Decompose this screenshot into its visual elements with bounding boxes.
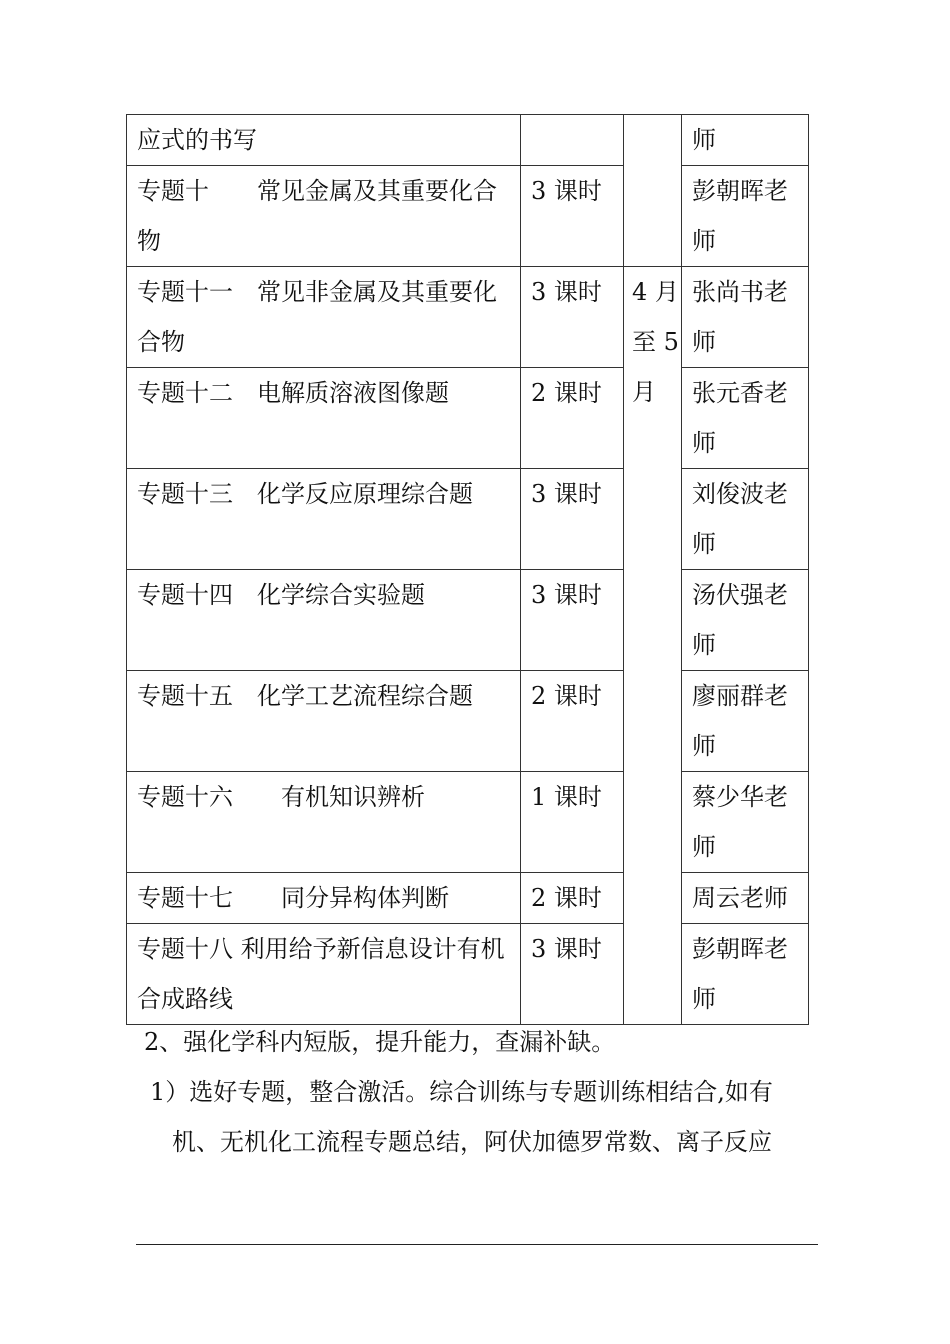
paragraph-section-heading: 2、强化学科内短版，提升能力，查漏补缺。	[144, 1028, 616, 1056]
hours-cell: 3 课时	[521, 924, 624, 1025]
teacher-cell: 周云老师	[682, 873, 809, 924]
teacher-cell: 师	[682, 115, 809, 166]
topic-cell: 专题十三 化学反应原理综合题	[127, 469, 521, 570]
teacher-cell: 张尚书老师	[682, 267, 809, 368]
topic-cell: 专题十 常见金属及其重要化合物	[127, 166, 521, 267]
teacher-cell: 刘俊波老师	[682, 469, 809, 570]
teacher-cell: 廖丽群老师	[682, 671, 809, 772]
topic-cell: 专题十二 电解质溶液图像题	[127, 368, 521, 469]
hours-cell: 3 课时	[521, 469, 624, 570]
hours-cell: 3 课时	[521, 166, 624, 267]
table-row	[127, 671, 809, 772]
teacher-cell: 汤伏强老师	[682, 570, 809, 671]
hours-cell: 2 课时	[521, 873, 624, 924]
hours-cell: 2 课时	[521, 671, 624, 772]
topic-cell: 专题十六 有机知识辨析	[127, 772, 521, 873]
footer-divider	[136, 1244, 818, 1245]
topic-cell: 专题十四 化学综合实验题	[127, 570, 521, 671]
topic-cell: 专题十八 利用给予新信息设计有机合成路线	[127, 924, 521, 1025]
teacher-cell: 蔡少华老师	[682, 772, 809, 873]
hours-cell	[521, 115, 624, 166]
paragraph-item-1-continued: 机、无机化工流程专题总结，阿伏加德罗常数、离子反应	[172, 1128, 772, 1156]
teacher-cell: 彭朝晖老师	[682, 924, 809, 1025]
paragraph-item-1: 1）选好专题，整合激活。综合训练与专题训练相结合,如有	[150, 1078, 773, 1106]
topic-cell: 专题十一 常见非金属及其重要化合物	[127, 267, 521, 368]
table-row	[127, 772, 809, 873]
topic-cell: 专题十五 化学工艺流程综合题	[127, 671, 521, 772]
table-row	[127, 115, 809, 166]
hours-cell: 3 课时	[521, 267, 624, 368]
schedule-table	[126, 114, 809, 1025]
table-row	[127, 267, 809, 368]
topic-cell: 专题十七 同分异构体判断	[127, 873, 521, 924]
teacher-cell: 彭朝晖老师	[682, 166, 809, 267]
time-span-cell: 4 月至 5 月	[624, 267, 682, 1025]
topic-cell: 应式的书写	[127, 115, 521, 166]
hours-cell: 2 课时	[521, 368, 624, 469]
table-row	[127, 469, 809, 570]
table-row	[127, 570, 809, 671]
hours-cell: 1 课时	[521, 772, 624, 873]
table-row	[127, 166, 809, 267]
time-cell-empty	[624, 115, 682, 267]
table-row	[127, 873, 809, 924]
table-row	[127, 368, 809, 469]
table-row	[127, 924, 809, 1025]
teacher-cell: 张元香老师	[682, 368, 809, 469]
hours-cell: 3 课时	[521, 570, 624, 671]
